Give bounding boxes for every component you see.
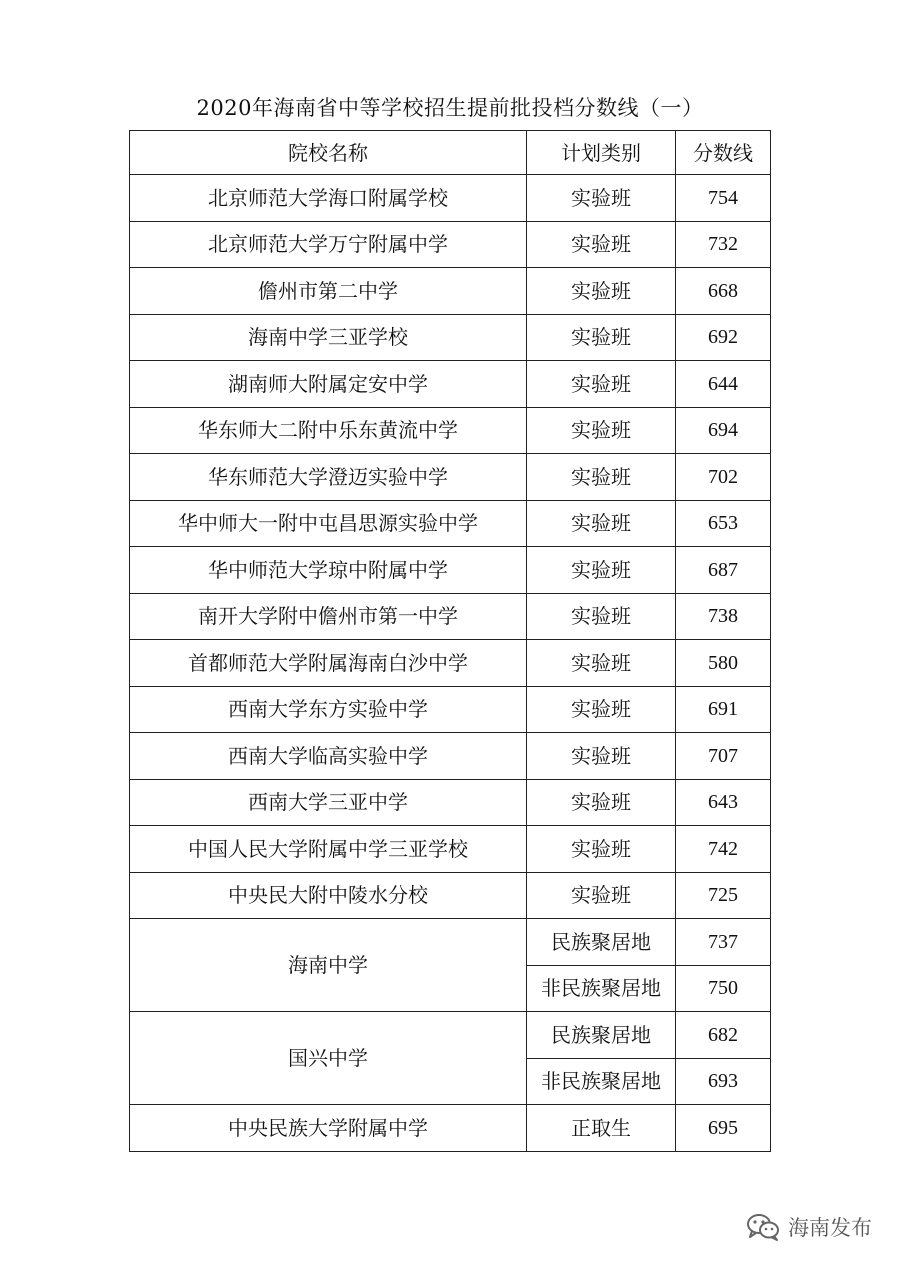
table-row [130, 500, 771, 547]
score-value: 693 [676, 1058, 771, 1105]
watermark-label: 海南发布 [788, 1216, 872, 1240]
plan-category: 实验班 [527, 640, 676, 687]
score-value: 668 [676, 268, 771, 315]
score-value: 754 [676, 175, 771, 222]
score-value: 725 [676, 872, 771, 919]
table-row [130, 640, 771, 687]
table-row [130, 826, 771, 873]
school-name: 华中师范大学琼中附属中学 [130, 547, 527, 594]
plan-category: 实验班 [527, 454, 676, 501]
school-name: 南开大学附中儋州市第一中学 [130, 593, 527, 640]
school-name: 儋州市第二中学 [130, 268, 527, 315]
plan-category: 实验班 [527, 407, 676, 454]
table-row [130, 919, 771, 966]
plan-category: 实验班 [527, 361, 676, 408]
plan-category: 实验班 [527, 547, 676, 594]
table-header-row [130, 131, 771, 175]
score-value: 580 [676, 640, 771, 687]
plan-category: 实验班 [527, 268, 676, 315]
school-name: 华东师范大学澄迈实验中学 [130, 454, 527, 501]
table-row [130, 268, 771, 315]
score-value: 750 [676, 965, 771, 1012]
plan-category: 实验班 [527, 593, 676, 640]
plan-category: 实验班 [527, 221, 676, 268]
plan-category: 实验班 [527, 779, 676, 826]
plan-category: 非民族聚居地 [527, 965, 676, 1012]
score-value: 687 [676, 547, 771, 594]
plan-category: 实验班 [527, 872, 676, 919]
header-category: 计划类别 [527, 131, 676, 175]
score-value: 695 [676, 1105, 771, 1152]
score-value: 732 [676, 221, 771, 268]
score-value: 692 [676, 314, 771, 361]
table-row [130, 361, 771, 408]
school-name: 华东师大二附中乐东黄流中学 [130, 407, 527, 454]
school-name: 北京师范大学海口附属学校 [130, 175, 527, 222]
table-row [130, 686, 771, 733]
score-value: 737 [676, 919, 771, 966]
table-row [130, 593, 771, 640]
table-row [130, 1012, 771, 1059]
plan-category: 民族聚居地 [527, 1012, 676, 1059]
table-row [130, 454, 771, 501]
plan-category: 实验班 [527, 733, 676, 780]
table-row [130, 779, 771, 826]
score-value: 738 [676, 593, 771, 640]
school-name: 国兴中学 [130, 1012, 527, 1105]
wechat-icon [746, 1213, 780, 1241]
table-row [130, 872, 771, 919]
score-value: 702 [676, 454, 771, 501]
score-value: 653 [676, 500, 771, 547]
score-value: 643 [676, 779, 771, 826]
score-value: 694 [676, 407, 771, 454]
school-name: 西南大学三亚中学 [130, 779, 527, 826]
school-name: 西南大学东方实验中学 [130, 686, 527, 733]
score-table [129, 130, 771, 1152]
school-name: 海南中学 [130, 919, 527, 1012]
plan-category: 实验班 [527, 500, 676, 547]
school-name: 西南大学临高实验中学 [130, 733, 527, 780]
header-school: 院校名称 [130, 131, 527, 175]
table-row [130, 314, 771, 361]
school-name: 海南中学三亚学校 [130, 314, 527, 361]
table-row [130, 407, 771, 454]
school-name: 华中师大一附中屯昌思源实验中学 [130, 500, 527, 547]
plan-category: 正取生 [527, 1105, 676, 1152]
score-value: 644 [676, 361, 771, 408]
table-row [130, 175, 771, 222]
table-row [130, 547, 771, 594]
table-row [130, 733, 771, 780]
plan-category: 非民族聚居地 [527, 1058, 676, 1105]
score-value: 682 [676, 1012, 771, 1059]
page-title: 2020年海南省中等学校招生提前批投档分数线（一） [196, 96, 704, 120]
plan-category: 实验班 [527, 314, 676, 361]
school-name: 中国人民大学附属中学三亚学校 [130, 826, 527, 873]
score-value: 742 [676, 826, 771, 873]
plan-category: 实验班 [527, 686, 676, 733]
school-name: 中央民族大学附属中学 [130, 1105, 527, 1152]
school-name: 湖南师大附属定安中学 [130, 361, 527, 408]
watermark [746, 1212, 872, 1242]
school-name: 北京师范大学万宁附属中学 [130, 221, 527, 268]
plan-category: 民族聚居地 [527, 919, 676, 966]
table-row [130, 1105, 771, 1152]
table-row [130, 221, 771, 268]
score-value: 691 [676, 686, 771, 733]
score-value: 707 [676, 733, 771, 780]
school-name: 中央民大附中陵水分校 [130, 872, 527, 919]
header-score: 分数线 [676, 131, 771, 175]
school-name: 首都师范大学附属海南白沙中学 [130, 640, 527, 687]
plan-category: 实验班 [527, 175, 676, 222]
plan-category: 实验班 [527, 826, 676, 873]
